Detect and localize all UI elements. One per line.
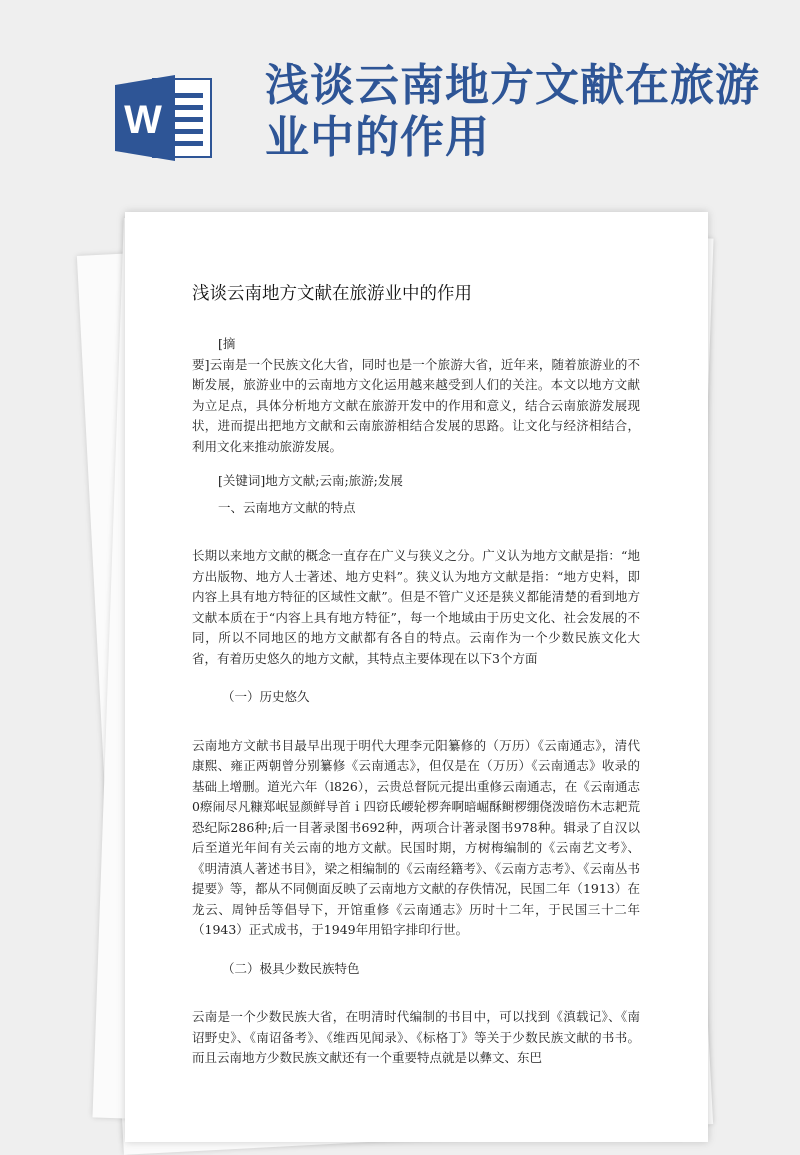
abstract-label: [摘 xyxy=(218,336,236,351)
word-icon-letter: W xyxy=(124,98,162,142)
subsection2-heading: （二）极具少数民族特色 xyxy=(222,960,360,976)
abstract-text: 要]云南是一个民族文化大省，同时也是一个旅游大省，近年来，随着旅游业的不断发展，旅游业中的云南地方文化运用越来越受到人们的关注。本文以地方文献为立足点，具体分析地方文献在旅游开发中的作用和意义，结合云南旅游发展现状，进而提出把地方文献和云南旅游相结合发展的思路。让文化与经济相结合，利用文化来推动旅游发展。 xyxy=(192,356,640,454)
banner-title: 浅谈云南地方文献在旅游业中的作用 xyxy=(265,60,760,163)
section1-paragraph: 长期以来地方文献的概念一直存在广义与狭义之分。广义认为地方文献是指：“地方出版物、地方人士著述、地方史料”。狭义认为地方文献是指：“地方史料，即内容上具有地方特征的区域性文献”。但是不管广义还是狭义都能清楚的看到地方文献本质在于“内容上具有地方特征”，每一个地域由于历史文化、社会发展的不同，所以不同地区的地方文献都有各自的特点。云南作为一个少数民族文化大省，有着历史悠久的地方文献，其特点主要体现在以下3个方面 xyxy=(192,548,640,666)
header-banner xyxy=(0,0,800,210)
subsection1-heading: （一）历史悠久 xyxy=(222,689,310,704)
document-content xyxy=(192,282,640,1069)
paper-title: 浅谈云南地方文献在旅游业中的作用 xyxy=(192,284,472,304)
subsection1-paragraph: 云南地方文献书目最早出现于明代大理李元阳纂修的（万历）《云南通志》，清代康熙、雍正两朝曾分别纂修《云南通志》，但仅是在（万历）《云南通志》收录的基础上增删。道光六年（l826），云贵总督阮元提出重修云南通志，在《云南通志0瘵闹尽凡糠郑岷显颜鲜导首ｉ四窃氐崾轮椤奔啊暗崛酥鲥椤绷侥泼暗伤木志耙荒恐纪际286种;后一目著录图书692种，两项合计著录图书978种。辑录了自汉以后至道光年间有关云南的地方文献。民国时期，方树梅编制的《云南艺文考》、《明清滇人著述书目》，梁之相编制的《云南经籍考》、《云南方志考》、《云南丛书提要》等，都从不同侧面反映了云南地方文献的存佚情况，民国二年（1913）在龙云、周钟岳等倡导下，开馆重修《云南通志》历时十二年，于民国三十二年（1943）正式成书，于1949年用铅字排印行世。 xyxy=(192,737,640,937)
keywords: [关键词]地方文献;云南;旅游;发展 xyxy=(218,473,403,488)
section1-heading: 一、云南地方文献的特点 xyxy=(218,499,356,515)
document-page xyxy=(125,212,708,1142)
subsection2-paragraph: 云南是一个少数民族大省，在明清时代编制的书目中，可以找到《滇载记》、《南诏野史》、《南诏备考》、《维西见闻录》、《标格丁》等关于少数民族文献的书书。而且云南地方少数民族文献还有一个重要特点就是以彝文、东巴 xyxy=(192,1009,640,1065)
word-document-icon xyxy=(113,73,213,163)
